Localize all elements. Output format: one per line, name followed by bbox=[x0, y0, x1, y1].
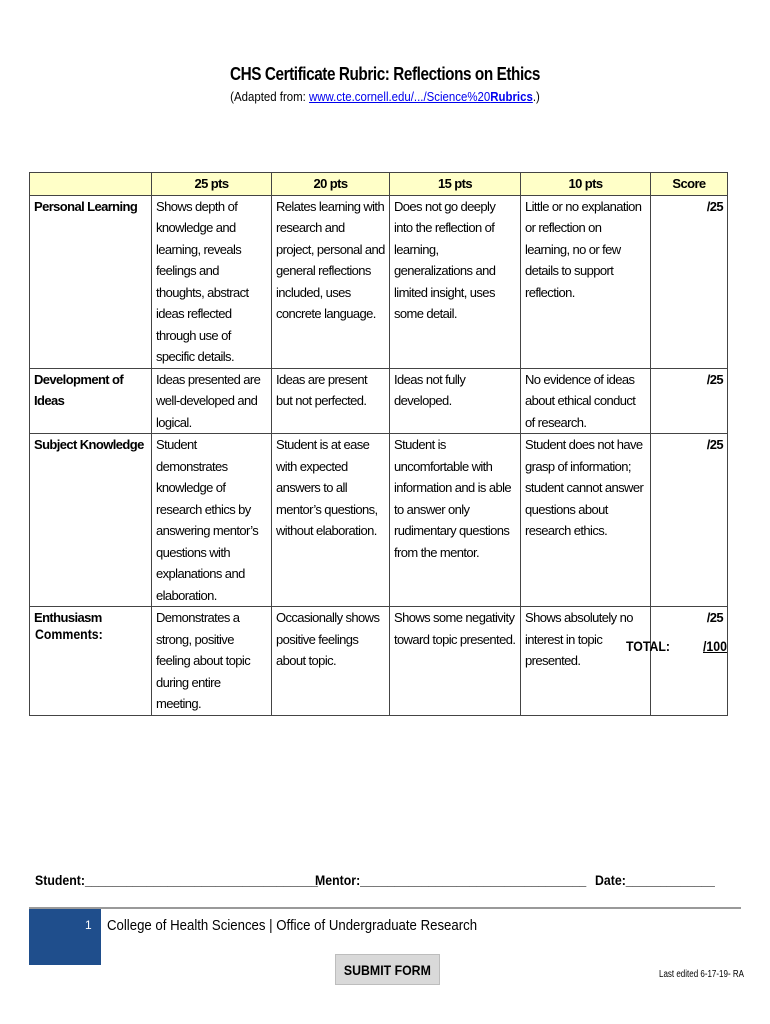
column-header-10: 10 pts bbox=[521, 173, 651, 196]
rubric-row-development-of-ideas bbox=[30, 368, 728, 434]
document-title: CHS Certificate Rubric: Reflections on Ethics bbox=[230, 64, 540, 84]
criterion-label: Enthusiasm bbox=[30, 607, 152, 716]
source-link[interactable] bbox=[309, 89, 533, 104]
total-label: TOTAL: bbox=[626, 638, 671, 654]
score-cell[interactable]: /25 bbox=[651, 195, 728, 368]
rubric-row-personal-learning bbox=[30, 195, 728, 368]
column-header-20: 20 pts bbox=[272, 173, 390, 196]
source-link-bold: Rubrics bbox=[490, 89, 533, 104]
rubric-cell: Little or no explanation or reflection on learning, no or few details to support reflection. bbox=[521, 195, 651, 368]
header-blank-cell bbox=[30, 173, 152, 196]
rubric-cell: Demonstrates a strong, positive feeling about topic during entire meeting. bbox=[152, 607, 272, 716]
adapted-prefix: (Adapted from: bbox=[230, 89, 310, 104]
footer-office-text: College of Health Sciences | Office of Undergraduate Research bbox=[107, 917, 478, 934]
criterion-label: Development of Ideas bbox=[30, 368, 152, 434]
rubric-cell: Shows absolutely no interest in topic presented. bbox=[521, 607, 651, 716]
rubric-cell: Shows some negativity toward topic presented. bbox=[390, 607, 521, 716]
criterion-label: Personal Learning bbox=[30, 195, 152, 368]
rubric-cell: Student is uncomfortable with information and is able to answer only rudimentary questions from the mentor. bbox=[390, 434, 521, 607]
criterion-label: Subject Knowledge bbox=[30, 434, 152, 607]
rubric-header-row bbox=[30, 173, 728, 196]
column-header-25: 25 pts bbox=[152, 173, 272, 196]
footer-divider bbox=[29, 907, 741, 909]
rubric-cell: Ideas are present but not perfected. bbox=[272, 368, 390, 434]
source-link-text: www.cte.cornell.edu/.../Science%20 bbox=[309, 89, 491, 104]
page-number: 1 bbox=[85, 918, 92, 932]
rubric-cell: Ideas presented are well-developed and logical. bbox=[152, 368, 272, 434]
rubric-cell: Student is at ease with expected answers to all mentor’s questions, without elaboration. bbox=[272, 434, 390, 607]
column-header-15: 15 pts bbox=[390, 173, 521, 196]
rubric-cell: Does not go deeply into the reflection of learning, generalizations and limited insight, uses some detail. bbox=[390, 195, 521, 368]
student-signature-field[interactable]: Student:__________________________________ bbox=[35, 872, 318, 888]
score-cell[interactable]: /25 bbox=[651, 368, 728, 434]
column-header-score: Score bbox=[651, 173, 728, 196]
date-field[interactable]: Date:_____________ bbox=[595, 872, 715, 888]
rubric-table bbox=[29, 172, 728, 716]
rubric-cell: No evidence of ideas about ethical conduct of research. bbox=[521, 368, 651, 434]
rubric-cell: Student demonstrates knowledge of research ethics by answering mentor’s questions with explanations and elaboration. bbox=[152, 434, 272, 607]
mentor-signature-field[interactable]: Mentor:_________________________________ bbox=[315, 872, 587, 888]
rubric-row-subject-knowledge bbox=[30, 434, 728, 607]
rubric-cell: Ideas not fully developed. bbox=[390, 368, 521, 434]
adapted-suffix: .) bbox=[532, 89, 540, 104]
score-cell[interactable]: /25 bbox=[651, 607, 728, 716]
total-value[interactable]: /100 bbox=[703, 638, 727, 654]
submit-form-label: SUBMIT FORM bbox=[344, 961, 431, 978]
submit-form-button[interactable] bbox=[335, 954, 440, 985]
score-cell[interactable]: /25 bbox=[651, 434, 728, 607]
rubric-cell: Relates learning with research and project, personal and general reflections included, uses concrete language. bbox=[272, 195, 390, 368]
last-edited-note: Last edited 6-17-19- RA bbox=[659, 969, 744, 980]
adapted-from-note bbox=[46, 89, 724, 104]
rubric-cell: Student does not have grasp of information; student cannot answer questions about research ethics. bbox=[521, 434, 651, 607]
comments-label[interactable]: Comments: bbox=[35, 626, 103, 642]
rubric-cell: Occasionally shows positive feelings about topic. bbox=[272, 607, 390, 716]
rubric-row-enthusiasm bbox=[30, 607, 728, 716]
rubric-cell: Shows depth of knowledge and learning, reveals feelings and thoughts, abstract ideas reflected through use of specific details. bbox=[152, 195, 272, 368]
